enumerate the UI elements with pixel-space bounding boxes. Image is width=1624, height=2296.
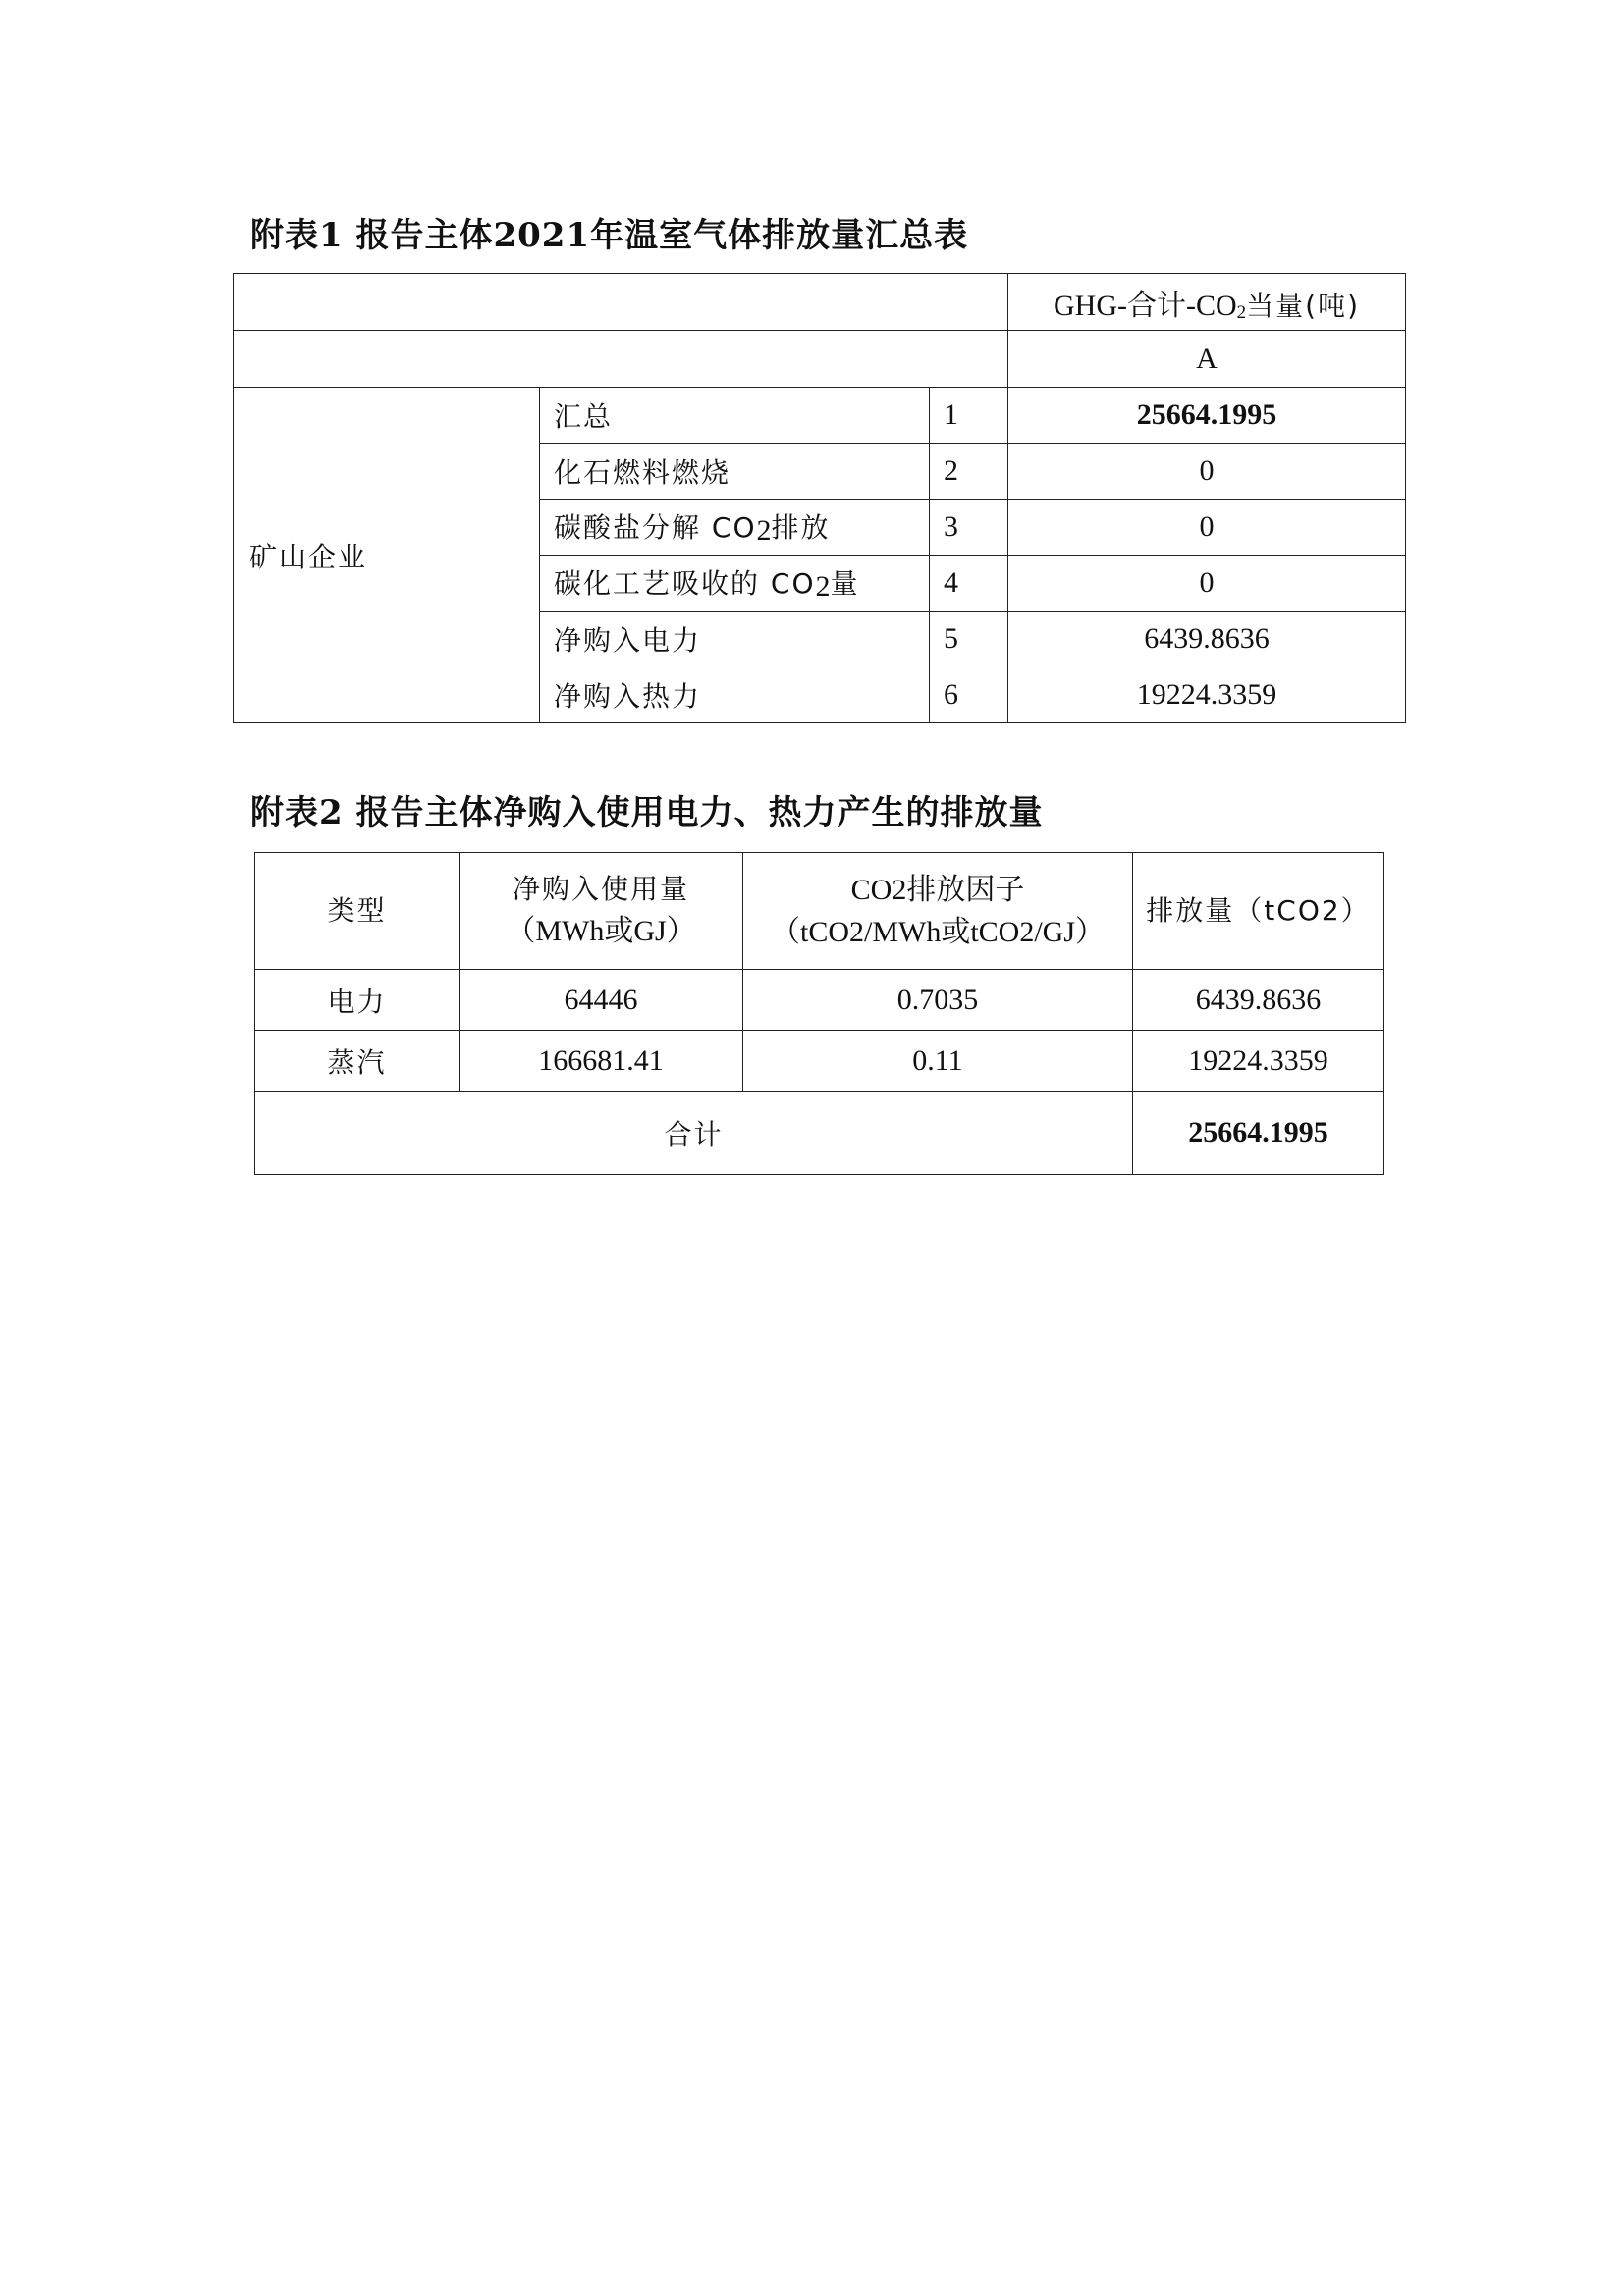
- type-header: 类型: [255, 853, 460, 970]
- row-value: 25664.1995: [1008, 388, 1406, 444]
- row-label: 净购入热力: [540, 667, 930, 723]
- table-header-row: [234, 274, 1406, 331]
- sector-label: 矿山企业: [234, 388, 540, 723]
- type-cell: 电力: [255, 970, 460, 1031]
- row-number: 6: [930, 667, 1008, 723]
- row-label: 净购入电力: [540, 612, 930, 667]
- emissions-summary-table: [233, 273, 1406, 723]
- table-header-row: [255, 853, 1384, 970]
- empty-header-cell: [234, 331, 1008, 388]
- emission-cell: 6439.8636: [1133, 970, 1384, 1031]
- column-letter: A: [1008, 331, 1406, 388]
- row-label: 碳化工艺吸收的 $CO_2$量: [540, 556, 930, 612]
- table-row: [255, 1031, 1384, 1092]
- factor-header: CO2排放因子 （tCO2/MWh或tCO2/GJ）: [743, 853, 1133, 970]
- total-row: [255, 1092, 1384, 1175]
- table2-title: 附表2 报告主体净购入使用电力、热力产生的排放量: [250, 793, 1044, 832]
- table-row: [234, 388, 1406, 444]
- row-number: 2: [930, 444, 1008, 500]
- factor-cell: 0.11: [743, 1031, 1133, 1092]
- purchased-energy-table: [254, 852, 1384, 1175]
- table-row: [255, 970, 1384, 1031]
- row-number: 1: [930, 388, 1008, 444]
- type-cell: 蒸汽: [255, 1031, 460, 1092]
- total-label: 合计: [255, 1092, 1133, 1175]
- row-value: 0: [1008, 556, 1406, 612]
- usage-header: 净购入使用量 （MWh或GJ）: [460, 853, 743, 970]
- usage-cell: 166681.41: [460, 1031, 743, 1092]
- emission-header: 排放量（tCO2）: [1133, 853, 1384, 970]
- table1-title: 附表1 报告主体2021年温室气体排放量汇总表: [250, 216, 969, 255]
- row-value: 0: [1008, 500, 1406, 556]
- factor-cell: 0.7035: [743, 970, 1133, 1031]
- row-number: 5: [930, 612, 1008, 667]
- row-value: 6439.8636: [1008, 612, 1406, 667]
- emission-cell: 19224.3359: [1133, 1031, 1384, 1092]
- table-letter-row: [234, 331, 1406, 388]
- total-value: 25664.1995: [1133, 1092, 1384, 1175]
- empty-header-cell: [234, 274, 1008, 331]
- row-value: 0: [1008, 444, 1406, 500]
- row-label: 化石燃料燃烧: [540, 444, 930, 500]
- usage-cell: 64446: [460, 970, 743, 1031]
- row-value: 19224.3359: [1008, 667, 1406, 723]
- row-number: 4: [930, 556, 1008, 612]
- ghg-total-header: GHG-合计$-CO_2$当量(吨): [1008, 274, 1406, 331]
- row-label: 汇总: [540, 388, 930, 444]
- row-number: 3: [930, 500, 1008, 556]
- row-label: 碳酸盐分解 $CO_2$排放: [540, 500, 930, 556]
